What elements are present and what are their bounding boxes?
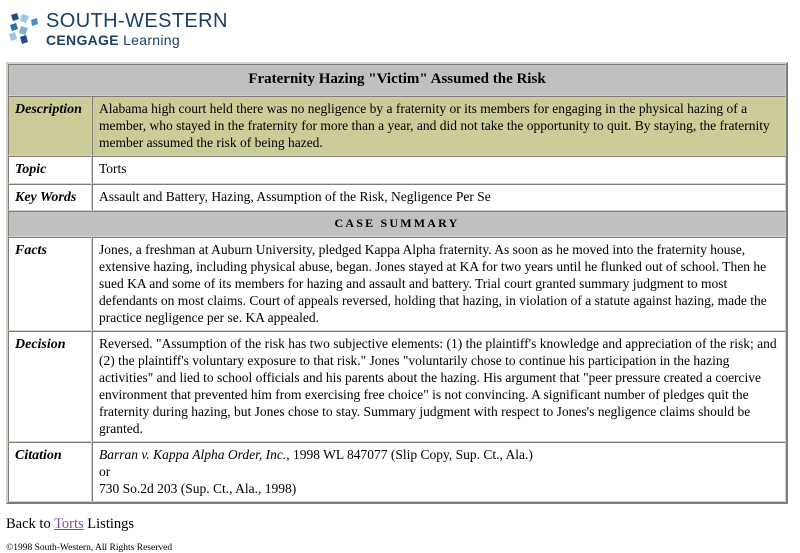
row-value-decision: Reversed. "Assumption of the risk has two subjective elements: (1) the plaintiff's knowledge and appreciation of the risk; and (2) the plaintiff's voluntary exposure to that risk." Jones "voluntarily chose to continue his participation in the hazing activities" and lied to school officials and his parents about the hazing. His argument that "peer pressure created a coercive environment that prevented him from exercising free choice" is not convincing. A significant number of pledges quit the fraternity during hazing, but Jones chose to stay. Summary judgment with respect to Jones's negligence claims should be granted. bbox=[92, 331, 786, 442]
brand-learning: Learning bbox=[118, 32, 180, 48]
table-row-decision bbox=[8, 331, 786, 442]
torts-listings-link[interactable]: Torts bbox=[54, 516, 84, 533]
brand-wordmark bbox=[46, 11, 228, 47]
row-label-topic: Topic bbox=[8, 156, 92, 184]
brand-logo bbox=[0, 0, 800, 48]
table-row-title bbox=[8, 64, 786, 96]
row-label-decision: Decision bbox=[8, 331, 92, 442]
citation-case-name: Barran v. Kappa Alpha Order, Inc. bbox=[99, 447, 287, 463]
brand-line-cengage-learning bbox=[46, 33, 228, 47]
copyright-notice: ©1998 South-Western, All Rights Reserved bbox=[6, 543, 173, 553]
back-suffix-text: Listings bbox=[83, 516, 135, 533]
table-row-key-words bbox=[8, 184, 786, 212]
citation-reporter-1: , 1998 WL 847077 (Slip Copy, Sup. Ct., Ala.) bbox=[286, 447, 533, 463]
cengage-diamonds-icon bbox=[8, 12, 40, 46]
case-title: Fraternity Hazing "Victim" Assumed the Risk bbox=[8, 64, 786, 96]
row-value-citation bbox=[92, 442, 786, 502]
row-label-citation: Citation bbox=[8, 442, 92, 502]
back-prefix-text: Back to bbox=[6, 516, 55, 533]
case-brief-table bbox=[6, 62, 788, 504]
row-value-key-words: Assault and Battery, Hazing, Assumption of the Risk, Negligence Per Se bbox=[92, 184, 786, 212]
table-row-facts bbox=[8, 237, 786, 331]
row-value-topic: Torts bbox=[92, 156, 786, 184]
table-row-topic bbox=[8, 156, 786, 184]
row-label-description: Description bbox=[8, 96, 92, 156]
citation-reporter-2: 730 So.2d 203 (Sup. Ct., Ala., 1998) bbox=[99, 481, 297, 497]
brand-cengage: CENGAGE bbox=[46, 32, 119, 48]
table-row-case-summary-header bbox=[8, 211, 786, 237]
row-value-facts: Jones, a freshman at Auburn University, pledged Kappa Alpha fraternity. As soon as he moved into the fraternity house, extensive hazing, including physical abuse, began. Jones stayed at KA for two years until he flunked out of school. Then he sued KA and some of its members for hazing and assault and battery. Trial court granted summary judgment to most defendants on most claims. Court of appeals reversed, holding that hazing, in violation of a statute against hazing, made the practice negligence per se. KA appealed. bbox=[92, 237, 786, 331]
section-header-case-summary: CASE SUMMARY bbox=[8, 211, 786, 237]
row-label-facts: Facts bbox=[8, 237, 92, 331]
row-label-key-words: Key Words bbox=[8, 184, 92, 212]
table-row-citation bbox=[8, 442, 786, 502]
row-value-description: Alabama high court held there was no negligence by a fraternity or its members for engaging in the physical hazing of a member, who stayed in the fraternity for more than a year, and did not take the opportunity to quit. By staying, the fraternity member assumed the risk of being hazed. bbox=[92, 96, 786, 156]
back-to-listings bbox=[6, 516, 800, 533]
brand-line-south-western: SOUTH-WESTERN bbox=[46, 10, 228, 32]
table-row-description bbox=[8, 96, 786, 156]
citation-connector: or bbox=[99, 464, 111, 480]
